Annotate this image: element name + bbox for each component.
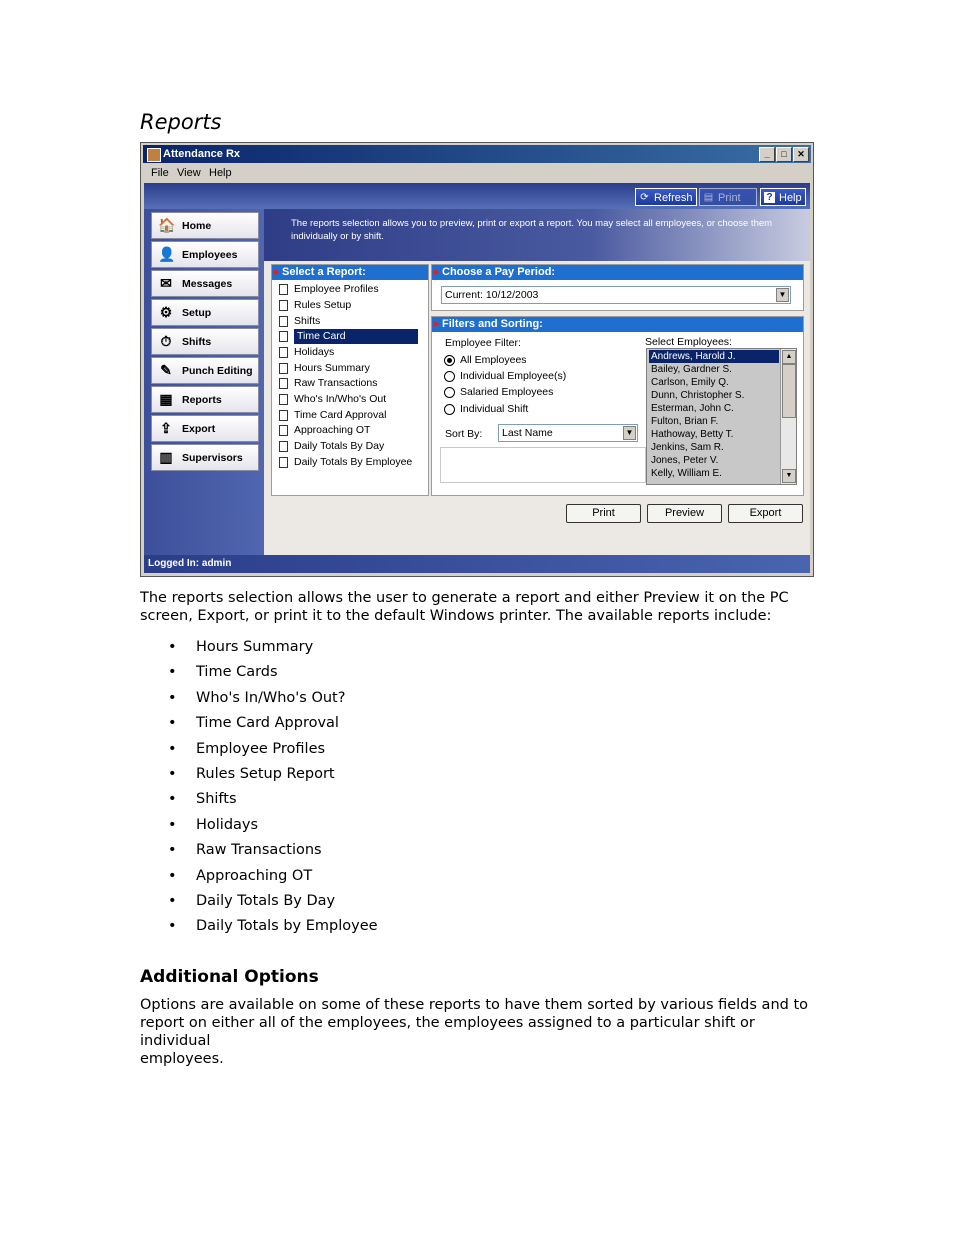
filter-salaried-employees[interactable]: Salaried Employees bbox=[444, 385, 553, 399]
report-list-panel bbox=[271, 264, 429, 496]
section-heading: Additional Options bbox=[140, 967, 319, 987]
report-icon: ▦ bbox=[159, 391, 173, 407]
filter-info-box bbox=[440, 447, 646, 483]
chevron-down-icon[interactable]: ▼ bbox=[776, 288, 789, 302]
pay-period-select[interactable]: Current: 10/12/2003 ▼ bbox=[441, 286, 791, 304]
shifts-icon: ⏱ bbox=[160, 333, 172, 349]
report-item[interactable]: Who's In/Who's Out bbox=[278, 392, 386, 407]
document-icon bbox=[279, 378, 288, 389]
refresh-icon: ⟳ bbox=[640, 192, 649, 203]
report-item[interactable]: Daily Totals By Employee bbox=[278, 455, 412, 470]
options-line: Options are available on some of these reports to have them sorted by various fields and to bbox=[140, 997, 808, 1013]
export-button[interactable]: Export bbox=[728, 504, 803, 523]
employee-listbox[interactable] bbox=[646, 348, 797, 485]
document-icon bbox=[279, 300, 288, 311]
close-button[interactable]: ✕ bbox=[793, 147, 809, 162]
report-bullet-list bbox=[168, 636, 378, 941]
employee-scrollbar[interactable] bbox=[780, 349, 796, 484]
filter-all-employees[interactable]: All Employees bbox=[444, 353, 527, 367]
list-item: • Who's In/Who's Out? bbox=[168, 687, 378, 712]
punch-icon: ✎ bbox=[160, 362, 172, 378]
scroll-up-icon[interactable]: ▲ bbox=[782, 350, 796, 364]
status-bar: Logged In: admin bbox=[144, 555, 810, 573]
sort-by-select[interactable]: Last Name ▼ bbox=[498, 424, 638, 442]
report-list-title: ▶ Select a Report: bbox=[272, 265, 428, 280]
report-item[interactable]: Hours Summary bbox=[278, 361, 370, 376]
window-title: Attendance Rx bbox=[163, 148, 241, 160]
menu-help[interactable]: Help bbox=[209, 167, 232, 179]
filter-individual-shift[interactable]: Individual Shift bbox=[444, 402, 528, 416]
message-icon: ✉ bbox=[160, 275, 172, 291]
report-item[interactable]: Employee Profiles bbox=[278, 282, 379, 297]
document-icon bbox=[279, 394, 288, 405]
options-paragraph bbox=[140, 996, 820, 1068]
employee-item[interactable]: Dunn, Christopher S. bbox=[651, 390, 745, 401]
report-item[interactable]: Rules Setup bbox=[278, 298, 351, 313]
minimize-button[interactable]: _ bbox=[759, 147, 775, 162]
document-icon bbox=[279, 363, 288, 374]
radio-icon bbox=[444, 371, 455, 382]
list-item: • Raw Transactions bbox=[168, 839, 378, 864]
report-item[interactable]: Holidays bbox=[278, 345, 334, 360]
page-title: Reports bbox=[140, 110, 222, 134]
nav-export[interactable]: ⇪ Export bbox=[151, 415, 259, 442]
report-item[interactable]: Approaching OT bbox=[278, 423, 370, 438]
pay-period-panel bbox=[431, 264, 804, 311]
radio-icon bbox=[444, 387, 455, 398]
print-button[interactable]: Print bbox=[566, 504, 641, 523]
print-toolbar-button[interactable]: ▤ Print bbox=[699, 188, 757, 206]
options-line: report on either all of the employees, the employees assigned to a particular shift or individual bbox=[140, 1015, 755, 1049]
document-icon bbox=[279, 284, 288, 295]
employee-item[interactable]: Hathoway, Betty T. bbox=[651, 429, 734, 440]
nav-reports[interactable]: ▦ Reports bbox=[151, 386, 259, 413]
employee-filter-label: Employee Filter: bbox=[445, 337, 521, 349]
filters-title: ▶ Filters and Sorting: bbox=[432, 317, 803, 332]
banner-text: The reports selection allows you to preview, print or export a report. You may select all employees, or choose them individually or by shift. bbox=[291, 218, 773, 242]
list-item: • Approaching OT bbox=[168, 865, 378, 890]
nav-sidebar bbox=[144, 209, 264, 555]
intro-line: The reports selection allows the user to generate a report and either Preview it on the PC bbox=[140, 590, 789, 606]
calendar-icon: ▥ bbox=[159, 449, 173, 465]
app-icon bbox=[147, 148, 161, 162]
list-item: • Hours Summary bbox=[168, 636, 378, 661]
menu-bar bbox=[143, 164, 811, 182]
reports-main bbox=[264, 261, 810, 555]
employee-item[interactable]: Carlson, Emily Q. bbox=[651, 377, 729, 388]
scroll-down-icon[interactable]: ▼ bbox=[782, 469, 796, 483]
list-item: • Daily Totals by Employee bbox=[168, 915, 378, 940]
select-employees-label: Select Employees: bbox=[645, 336, 732, 348]
chevron-down-icon[interactable]: ▼ bbox=[623, 426, 636, 440]
window-titlebar bbox=[143, 145, 811, 163]
document-icon bbox=[279, 457, 288, 468]
radio-icon bbox=[444, 404, 455, 415]
document-icon bbox=[279, 347, 288, 358]
nav-home[interactable]: 🏠 Home bbox=[151, 212, 259, 239]
list-item: • Daily Totals By Day bbox=[168, 890, 378, 915]
sort-by-label: Sort By: bbox=[445, 428, 483, 440]
employee-item[interactable]: Jenkins, Sam R. bbox=[651, 442, 724, 453]
client-area bbox=[144, 183, 810, 573]
maximize-button[interactable]: □ bbox=[776, 147, 792, 162]
printer-icon: ▤ bbox=[703, 192, 714, 203]
report-item-selected[interactable]: Time Card bbox=[278, 329, 418, 344]
report-item[interactable]: Daily Totals By Day bbox=[278, 439, 384, 454]
employee-item[interactable]: Fulton, Brian F. bbox=[651, 416, 719, 427]
nav-punch-editing[interactable]: ✎ Punch Editing bbox=[151, 357, 259, 384]
setup-icon: ⚙ bbox=[159, 304, 173, 320]
preview-button[interactable]: Preview bbox=[647, 504, 722, 523]
export-icon: ⇪ bbox=[160, 420, 172, 436]
options-line: employees. bbox=[140, 1051, 224, 1067]
report-item[interactable]: Shifts bbox=[278, 314, 320, 329]
document-icon bbox=[279, 410, 288, 421]
document-icon bbox=[279, 316, 288, 327]
intro-paragraph bbox=[140, 589, 820, 625]
report-item[interactable]: Time Card Approval bbox=[278, 408, 386, 423]
toolbar-band bbox=[144, 183, 810, 209]
employee-item[interactable]: Jones, Peter V. bbox=[651, 455, 719, 466]
person-icon: 👤 bbox=[158, 246, 176, 262]
help-button[interactable]: ? Help bbox=[760, 188, 806, 206]
employee-item[interactable]: Esterman, John C. bbox=[651, 403, 734, 414]
nav-shifts[interactable]: ⏱ Shifts bbox=[151, 328, 259, 355]
question-icon: ? bbox=[764, 192, 775, 203]
nav-employees[interactable]: 👤 Employees bbox=[151, 241, 259, 268]
menu-file[interactable]: File bbox=[151, 167, 169, 179]
filter-individual-employees[interactable]: Individual Employee(s) bbox=[444, 369, 566, 383]
list-item: • Shifts bbox=[168, 788, 378, 813]
pay-period-title: ▶ Choose a Pay Period: bbox=[432, 265, 803, 280]
nav-messages[interactable]: ✉ Messages bbox=[151, 270, 259, 297]
document-icon bbox=[279, 331, 288, 342]
list-item: • Rules Setup Report bbox=[168, 763, 378, 788]
employee-item-selected[interactable]: Andrews, Harold J. bbox=[649, 350, 779, 363]
employee-item[interactable]: Bailey, Gardner S. bbox=[651, 364, 732, 375]
list-item: • Employee Profiles bbox=[168, 738, 378, 763]
nav-supervisors[interactable]: ▥ Supervisors bbox=[151, 444, 259, 471]
document-icon bbox=[279, 425, 288, 436]
document-icon bbox=[279, 441, 288, 452]
refresh-button[interactable]: ⟳ Refresh bbox=[635, 188, 697, 206]
list-item: • Holidays bbox=[168, 814, 378, 839]
list-item: • Time Cards bbox=[168, 661, 378, 686]
menu-view[interactable]: View bbox=[177, 167, 201, 179]
list-item: • Time Card Approval bbox=[168, 712, 378, 737]
nav-setup[interactable]: ⚙ Setup bbox=[151, 299, 259, 326]
radio-checked-icon bbox=[444, 355, 455, 366]
intro-line: screen, Export, or print it to the default Windows printer. The available reports include: bbox=[140, 608, 772, 624]
home-icon: 🏠 bbox=[158, 217, 176, 233]
employee-item[interactable]: Kelly, William E. bbox=[651, 468, 722, 479]
scroll-thumb[interactable] bbox=[782, 364, 796, 418]
description-banner bbox=[264, 209, 810, 261]
filters-panel bbox=[431, 316, 804, 496]
app-window-screenshot bbox=[140, 142, 814, 577]
report-item[interactable]: Raw Transactions bbox=[278, 376, 377, 391]
